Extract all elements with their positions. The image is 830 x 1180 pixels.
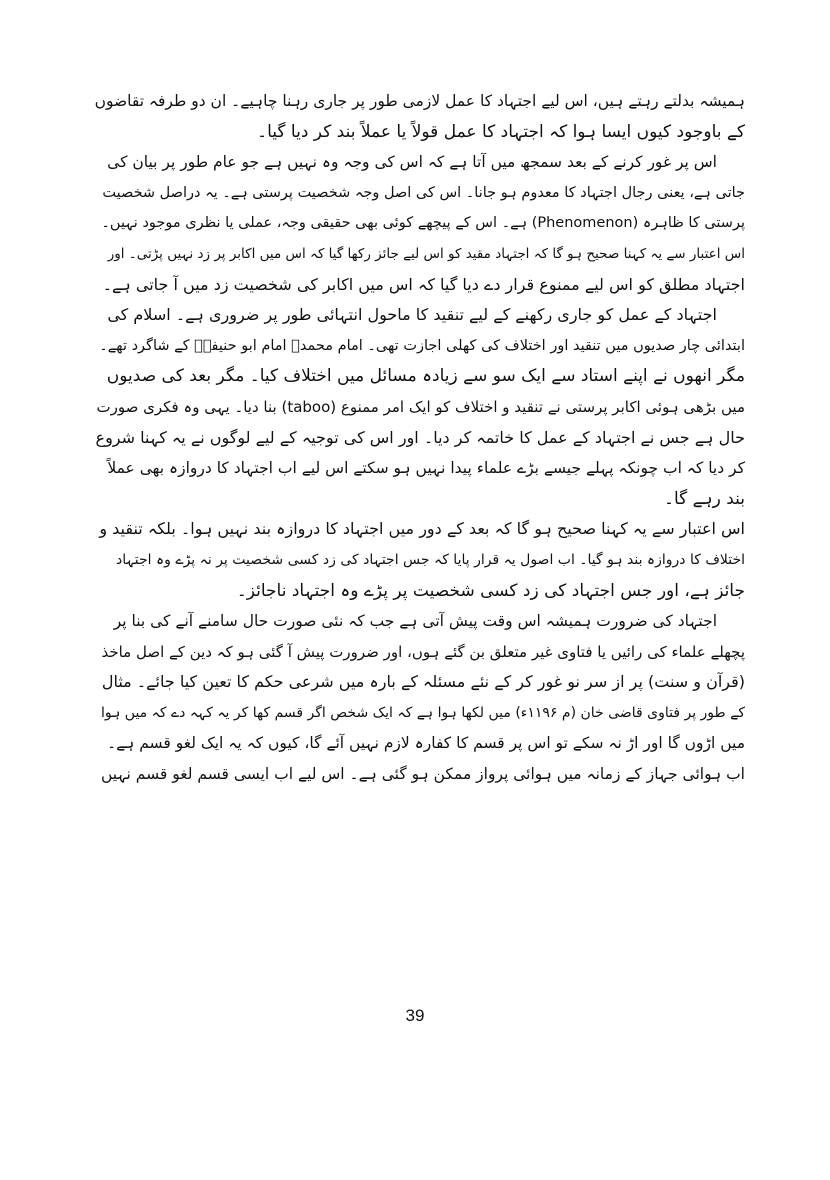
text-line: حال ہے جس نے اجتہاد کے عمل کا خاتمہ کر دیا۔ اور اس کی توجیہ کے لیے لوگوں نے یہ کہنا شروع — [95, 427, 745, 447]
text-line: اجتہاد مطلق کو اس لیے ممنوع قرار دے دیا گیا کہ اس میں اکابر کی شخصیت زد میں آ جاتی ہے۔ — [102, 274, 745, 294]
text-line: جائز ہے، اور جس اجتہاد کی زد کسی شخصیت پر پڑے وہ اجتہاد ناجائز۔ — [236, 580, 745, 601]
text-line: اب ہوائی جہاز کے زمانہ میں ہوائی پرواز ممکن ہو گئی ہے۔ اس لیے اب ایسی قسم لغو قسم نہیں — [100, 765, 745, 784]
text-line: جاتی ہے، یعنی رجال اجتہاد کا معدوم ہو جانا۔ اس کی اصل وجہ شخصیت پرستی ہے۔ یہ دراصل شخصیت — [102, 184, 745, 201]
text-line: اس اعتبار سے یہ کہنا صحیح ہو گا کہ بعد کے دور میں اجتہاد کا دروازہ بند نہیں ہوا۔ بلکہ تنقید و — [99, 519, 745, 539]
text-line: (قرآن و سنت) پر از سر نو غور کر کے نئے مسئلہ کے بارہ میں شرعی حکم کا تعین کیا جائے۔ مثال — [101, 672, 745, 692]
text-line: میں بڑھی ہوئی اکابر پرستی نے تنقید و اختلاف کو ایک امر ممنوع (taboo) بنا دیا۔ یہی وہ فکری صورت — [96, 397, 745, 416]
text-line: مگر انھوں نے اپنے استاد سے ایک سو سے زیادہ مسائل میں اختلاف کیا۔ مگر بعد کی صدیوں — [106, 366, 745, 387]
body-text — [95, 86, 745, 790]
text-line: اختلاف کا دروازہ بند ہو گیا۔ اب اصول یہ قرار پایا کہ جس اجتہاد کی زد کسی شخصیت پر نہ پڑے وہ اجتہاد — [116, 551, 745, 568]
text-line: کے طور پر فتاوی قاضی خان (م ۱۱۹۶ء) میں لکھا ہوا ہے کہ ایک شخص اگر قسم کھا کر یہ کہہ دے کہ میں ہوا — [101, 704, 745, 721]
text-line: اس پر غور کرنے کے بعد سمجھ میں آتا ہے کہ اس کی وجہ وہ نہیں ہے جو عام طور پر بیان کی — [107, 153, 717, 172]
text-line: پچھلے علماء کی رائیں یا فتاوی غیر متعلق بن گئے ہوں، اور ضرورت پیش آ گئی ہو کہ دین کے اصل ماخذ — [101, 642, 745, 661]
text-line: کر دیا کہ اب چونکہ پہلے جیسے بڑے علماء پیدا نہیں ہو سکتے اس لیے اب اجتہاد کا دروازہ بھی عملاً — [107, 459, 745, 478]
text-line: کے باوجود کیوں ایسا ہوا کہ اجتہاد کا عمل قولاً یا عملاً بند کر دیا گیا۔ — [257, 121, 745, 142]
text-line: پرستی کا ظاہرہ (Phenomenon) ہے۔ اس کے پیچھے کوئی بھی حقیقی وجہ، عملی یا نظری موجود نہیں۔ — [101, 215, 745, 232]
text-line: میں اڑوں گا اور اڑ نہ سکے تو اس پر قسم کا کفارہ لازم نہیں آئے گا، کیوں کہ یہ ایک لغو قسم ہے۔ — [107, 734, 745, 753]
text-line: بند رہے گا۔ — [664, 488, 745, 509]
text-line: اجتہاد کے عمل کو جاری رکھنے کے لیے تنقید کا ماحول انتہائی طور پر ضروری ہے۔ اسلام کی — [107, 305, 717, 325]
text-line: اس اعتبار سے یہ کہنا صحیح ہو گا کہ اجتہاد مقید کو اس لیے جائز رکھا گیا کہ اس میں اکابر پر زد نہیں پڑتی۔ اور — [107, 245, 745, 262]
text-line: اجتہاد کی ضرورت ہمیشہ اس وقت پیش آتی ہے جب کہ نئی صورت حال سامنے آنے کی بنا پر — [113, 612, 717, 631]
page-number: 39 — [405, 1006, 425, 1025]
text-line: ابتدائی چار صدیوں میں تنقید اور اختلاف کی کھلی اجازت تھی۔ امام محمدؒ امام ابو حنیفہؒ کے شاگرد تھے۔ — [99, 337, 745, 354]
text-line: ہمیشہ بدلتے رہتے ہیں، اس لیے اجتہاد کا عمل لازمی طور پر جاری رہنا چاہیے۔ ان دو طرفہ تقاضوں — [95, 92, 745, 110]
